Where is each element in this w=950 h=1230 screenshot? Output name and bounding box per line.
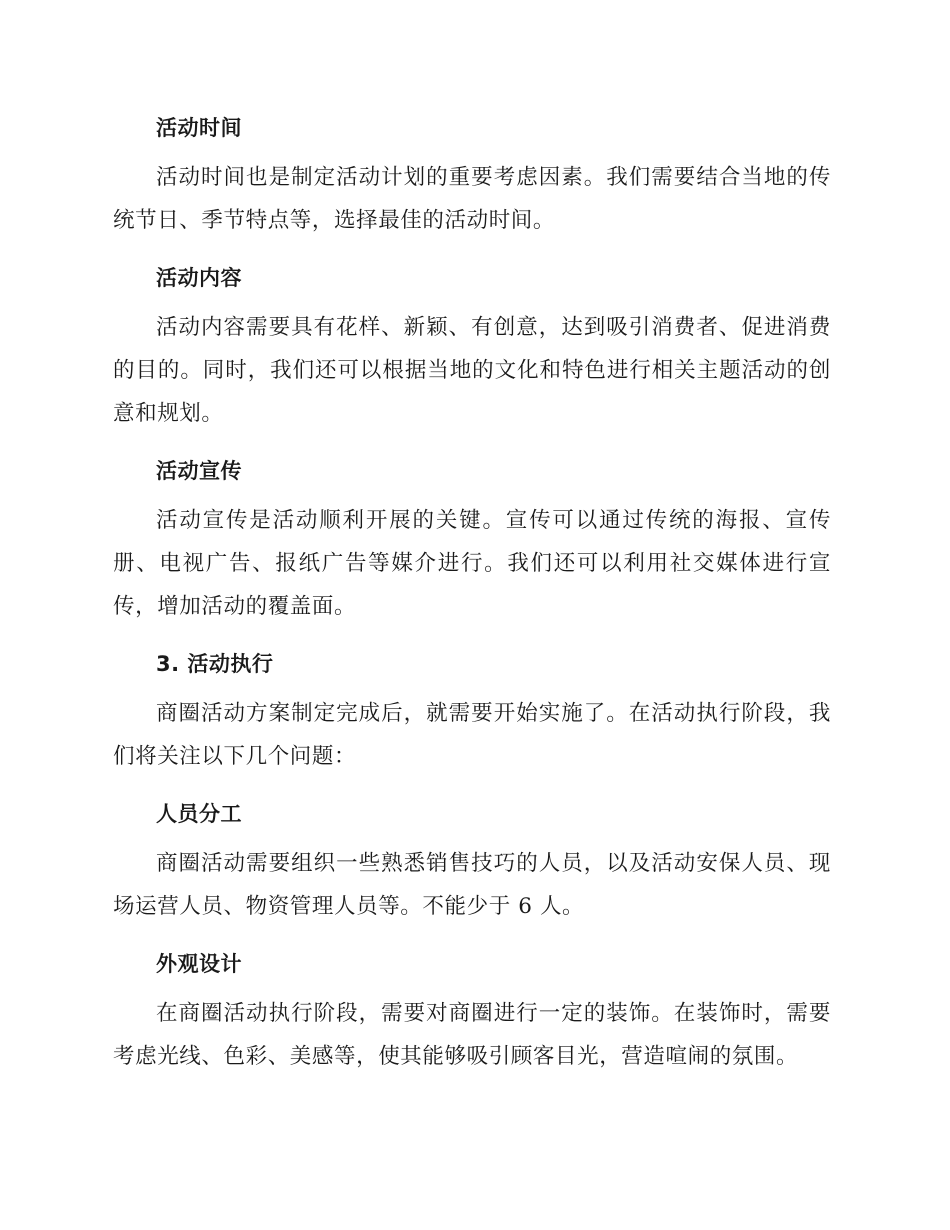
section-heading-appearance-design: 外观设计 [156, 952, 242, 976]
section-paragraph-activity-time: 活动时间也是制定活动计划的重要考虑因素。我们需要结合当地的传统节日、季节特点等，选择最佳的活动时间。 [113, 165, 831, 233]
section-heading-activity-execution: 3. 活动执行 [156, 652, 274, 676]
section-paragraph-appearance-design: 在商圈活动执行阶段，需要对商圈进行一定的装饰。在装饰时，需要考虑光线、色彩、美感等，使其能够吸引顾客目光，营造喧闹的氛围。 [113, 1001, 831, 1069]
section-paragraph-activity-promotion: 活动宣传是活动顺利开展的关键。宣传可以通过传统的海报、宣传册、电视广告、报纸广告等媒介进行。我们还可以利用社交媒体进行宣传，增加活动的覆盖面。 [113, 508, 831, 619]
section-paragraph-staffing: 商圈活动需要组织一些熟悉销售技巧的人员，以及活动安保人员、现场运营人员、物资管理人员等。不能少于 6 人。 [113, 851, 831, 919]
section-heading-activity-content: 活动内容 [156, 266, 242, 290]
section-paragraph-activity-execution: 商圈活动方案制定完成后，就需要开始实施了。在活动执行阶段，我们将关注以下几个问题： [113, 701, 831, 769]
section-paragraph-activity-content: 活动内容需要具有花样、新颖、有创意，达到吸引消费者、促进消费的目的。同时，我们还可以根据当地的文化和特色进行相关主题活动的创意和规划。 [113, 315, 831, 426]
section-heading-staffing: 人员分工 [156, 802, 242, 826]
section-heading-activity-time: 活动时间 [156, 116, 242, 140]
document-body [113, 108, 831, 1094]
section-heading-activity-promotion: 活动宣传 [156, 459, 242, 483]
